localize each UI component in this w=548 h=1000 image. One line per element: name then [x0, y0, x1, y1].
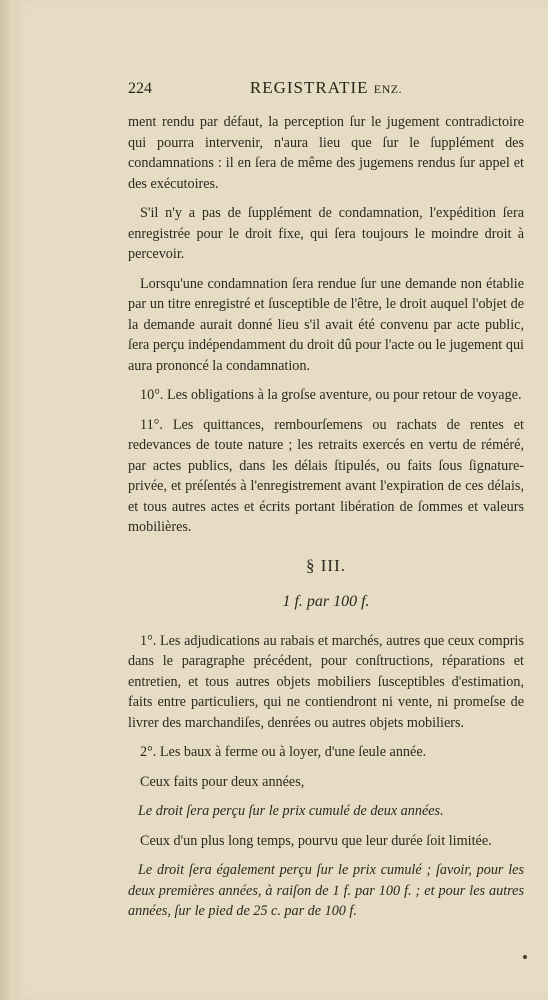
paragraph-longer-term: Ceux d'un plus long temps, pourvu que leur durée ſoit limitée.: [140, 832, 492, 849]
section-heading: § III.: [306, 555, 346, 575]
page-header: [128, 78, 524, 104]
body-text: [128, 112, 524, 931]
paragraph-two-years: Ceux faits pour deux années,: [140, 773, 305, 790]
paragraph-condamnation: Lorsqu'une condamnation ſera rendue ſur une demande non établie par un titre enregistré et ſusceptible de l'être, le droit auquel l'objet de la demande aurait donné lieu s'il avait été convenu par acte public, ſera perçu indépendamment du droit dû pour l'acte ou le jugement qui aura prononcé la condamnation.: [128, 275, 524, 374]
page-number: 224: [128, 80, 152, 97]
paragraph-item-1: 1°. Les adjudications au rabais et marchés, autres que ceux compris dans le paragraphe précédent, pour conſtructions, réparations et entretien, et tous autres objets mobiliers ſusceptibles d'estimation, faits entre particuliers, qui ne contiendront ni vente, ni promeſse de livrer des marchandiſes, denrées ou autres objets mobiliers.: [128, 632, 524, 731]
paragraph-two-years-rule: Le droit ſera perçu ſur le prix cumulé de deux années.: [138, 803, 444, 819]
paragraph-continuation: ment rendu par défaut, la perception ſur le jugement contradictoire qui pourra intervenir, n'aura lieu que ſur le ſupplément des condamnations : il en ſera de même des jugemens rendus ſur appel et des exécutoires.: [128, 114, 524, 192]
paragraph-item-2: 2°. Les baux à ferme ou à loyer, d'une ſeule année.: [140, 744, 427, 760]
paragraph-supplement: S'il n'y a pas de ſupplément de condamnation, l'expédition ſera enregistrée pour le droit fixe, qui ſera toujours le moindre droit à percevoir.: [128, 205, 524, 262]
paragraph-item-11: 11°. Les quittances, rembourſemens ou rachats de rentes et redevances de toute nature ; les retraits exercés en vertu de réméré, par actes publics, dans les délais ſtipulés, ou faits ſous ſignature-privée, et préſentés à l'enregistrement avant l'expiration de ces délais, et tous autres actes et écrits portant libération de ſommes et valeurs mobilières.: [128, 416, 524, 535]
paragraph-longer-term-rule: Le droit ſera également perçu ſur le prix cumulé ; ſavoir, pour les deux premières années, à raiſon de 1 f. par 100 f. ; et pour les autres années, ſur le pied de 25 c. par de 100 f.: [128, 862, 524, 919]
rate-heading: 1 f. par 100 f.: [282, 593, 370, 610]
running-head-main: REGISTRATIE: [249, 78, 369, 97]
running-head-small: ENZ.: [373, 82, 403, 96]
ink-spot: [523, 955, 527, 959]
paragraph-item-10: 10°. Les obligations à la groſse aventure, ou pour retour de voyage.: [140, 387, 522, 403]
page-spine-shadow: [0, 0, 14, 1000]
running-head: [128, 78, 524, 98]
